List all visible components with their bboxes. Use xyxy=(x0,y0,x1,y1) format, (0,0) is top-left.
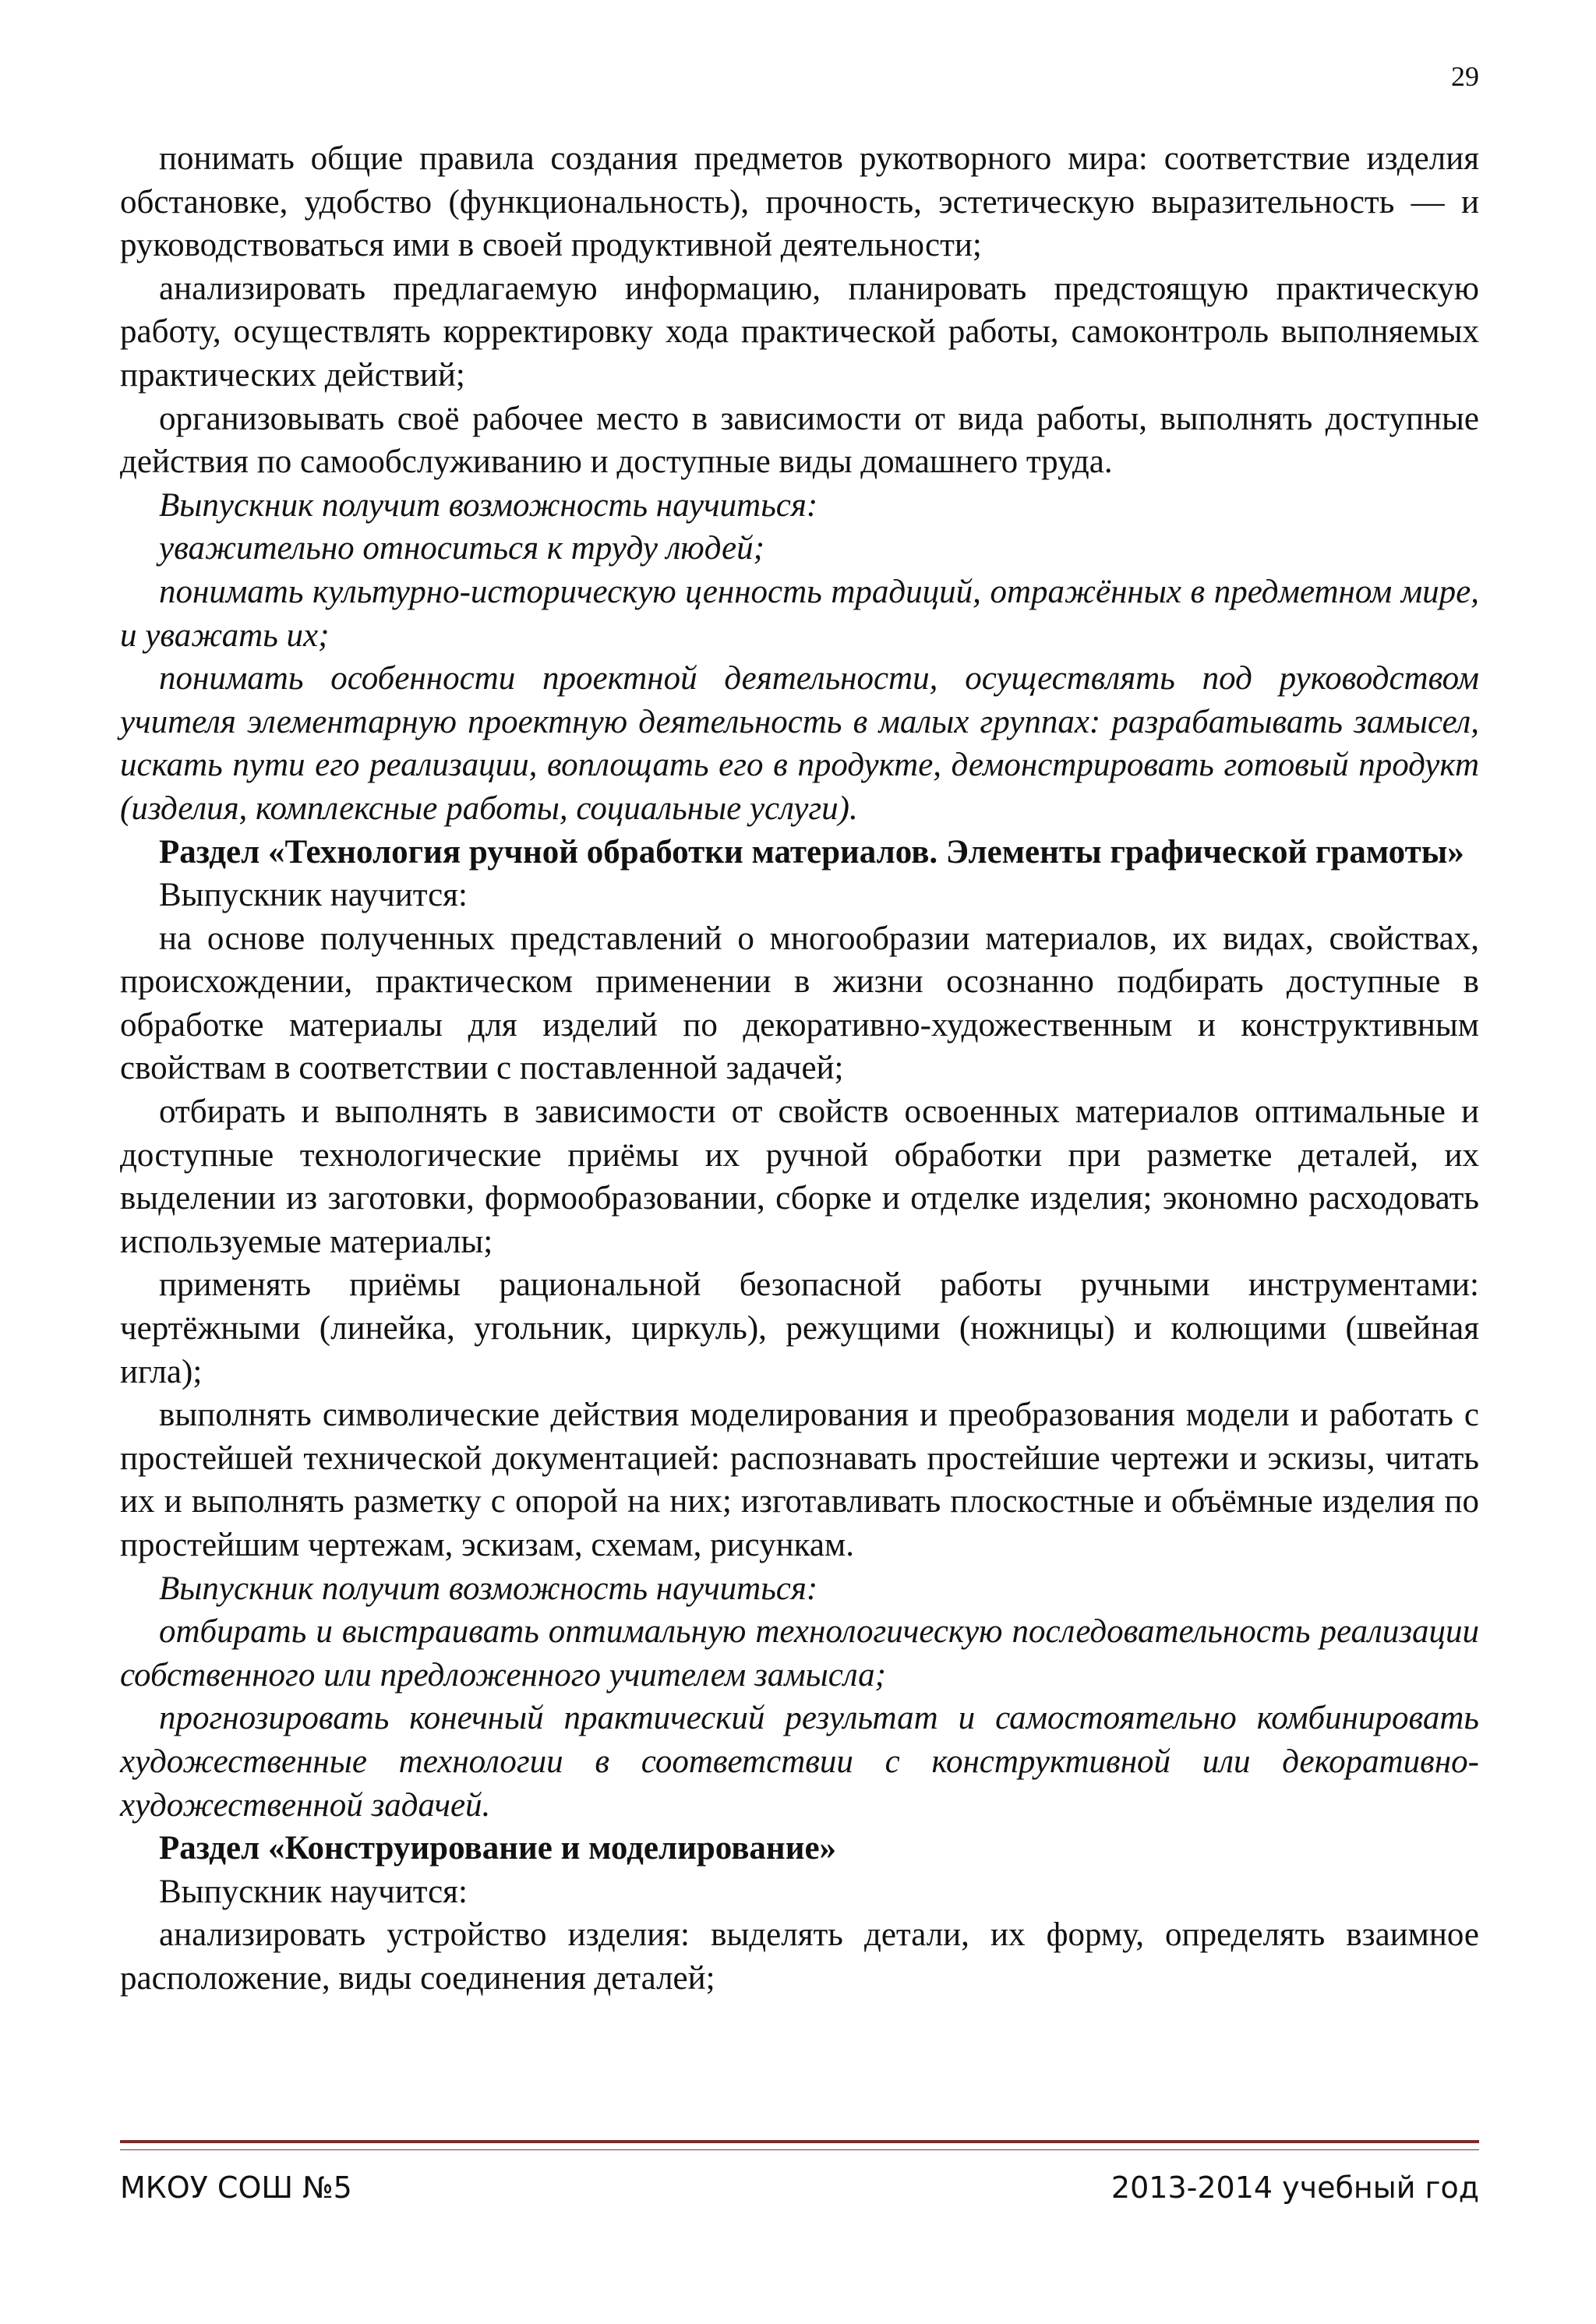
body-paragraph: выполнять символические действия моделирования и преобразования модели и работать с простейшей технической документацией: распознавать простейшие чертежи и эскизы, читать их и выполнять разметку с опорой на них; изготавливать плоскостные и объёмные изделия по простейшим чертежам, эскизам, схемам, рисункам. xyxy=(120,1397,1479,1563)
body-paragraph: организовывать своё рабочее место в зависимости от вида работы, выполнять доступные действия по самообслуживанию и доступные виды домашнего труда. xyxy=(120,400,1479,481)
footer-school-name: МКОУ СОШ №5 xyxy=(120,2170,352,2205)
body-paragraph: на основе полученных представлений о многообразии материалов, их видах, свойствах, происхождении, практическом применении в жизни осознанно подбирать доступные в обработке материалы для изделий по декоративно-художественным и конструктивным свойствам в соответствии с поставленной задачей; xyxy=(120,920,1479,1087)
italic-paragraph: Выпускник получит возможность научиться: xyxy=(159,1570,818,1607)
body-paragraph: Выпускник научится: xyxy=(159,877,468,914)
section-heading: Раздел «Технология ручной обработки материалов. Элементы графической грамоты» xyxy=(159,833,1464,871)
footer-rule xyxy=(120,2140,1479,2150)
section-heading: Раздел «Конструирование и моделирование» xyxy=(159,1830,837,1867)
body-paragraph: Выпускник научится: xyxy=(159,1873,468,1910)
italic-paragraph: уважительно относиться к труду людей; xyxy=(159,530,764,567)
page-number: 29 xyxy=(1451,61,1479,92)
footer-school-year: 2013-2014 учебный год xyxy=(1110,2170,1479,2205)
document-body xyxy=(120,137,1479,2001)
body-paragraph: понимать общие правила создания предметов рукотворного мира: соответствие изделия обстановке, удобство (функциональность), прочность, эстетическую выразительность — и руководствоваться ими в своей продуктивной деятельности; xyxy=(120,140,1479,264)
italic-paragraph: понимать культурно-историческую ценность традиций, отражённых в предметном мире, и уважать их; xyxy=(120,573,1479,654)
body-paragraph: отбирать и выполнять в зависимости от свойств освоенных материалов оптимальные и доступные технологические приёмы их ручной обработки при разметке деталей, их выделении из заготовки, формообразовании, сборке и отделке изделия; экономно расходовать используемые материалы; xyxy=(120,1093,1479,1260)
body-paragraph: анализировать устройство изделия: выделять детали, их форму, определять взаимное расположение, виды соединения деталей; xyxy=(120,1916,1479,1997)
body-paragraph: применять приёмы рациональной безопасной работы ручными инструментами: чертёжными (линейка, угольник, циркуль), режущими (ножницы) и колющими (швейная игла); xyxy=(120,1266,1479,1390)
italic-paragraph: прогнозировать конечный практический результат и самостоятельно комбинировать художественные технологии в соответствии с конструктивной или декоративно-художественной задачей. xyxy=(120,1700,1479,1824)
italic-paragraph: понимать особенности проектной деятельности, осуществлять под руководством учителя элементарную проектную деятельность в малых группах: разрабатывать замысел, искать пути его реализации, воплощать его в продукте, демонстрировать готовый продукт (изделия, комплексные работы, социальные услуги). xyxy=(120,660,1479,827)
body-paragraph: анализировать предлагаемую информацию, планировать предстоящую практическую работу, осуществлять корректировку хода практической работы, самоконтроль выполняемых практических действий; xyxy=(120,270,1479,394)
italic-paragraph: отбирать и выстраивать оптимальную технологическую последовательность реализации собственного или предложенного учителем замысла; xyxy=(120,1613,1479,1694)
italic-paragraph: Выпускник получит возможность научиться: xyxy=(159,486,818,524)
